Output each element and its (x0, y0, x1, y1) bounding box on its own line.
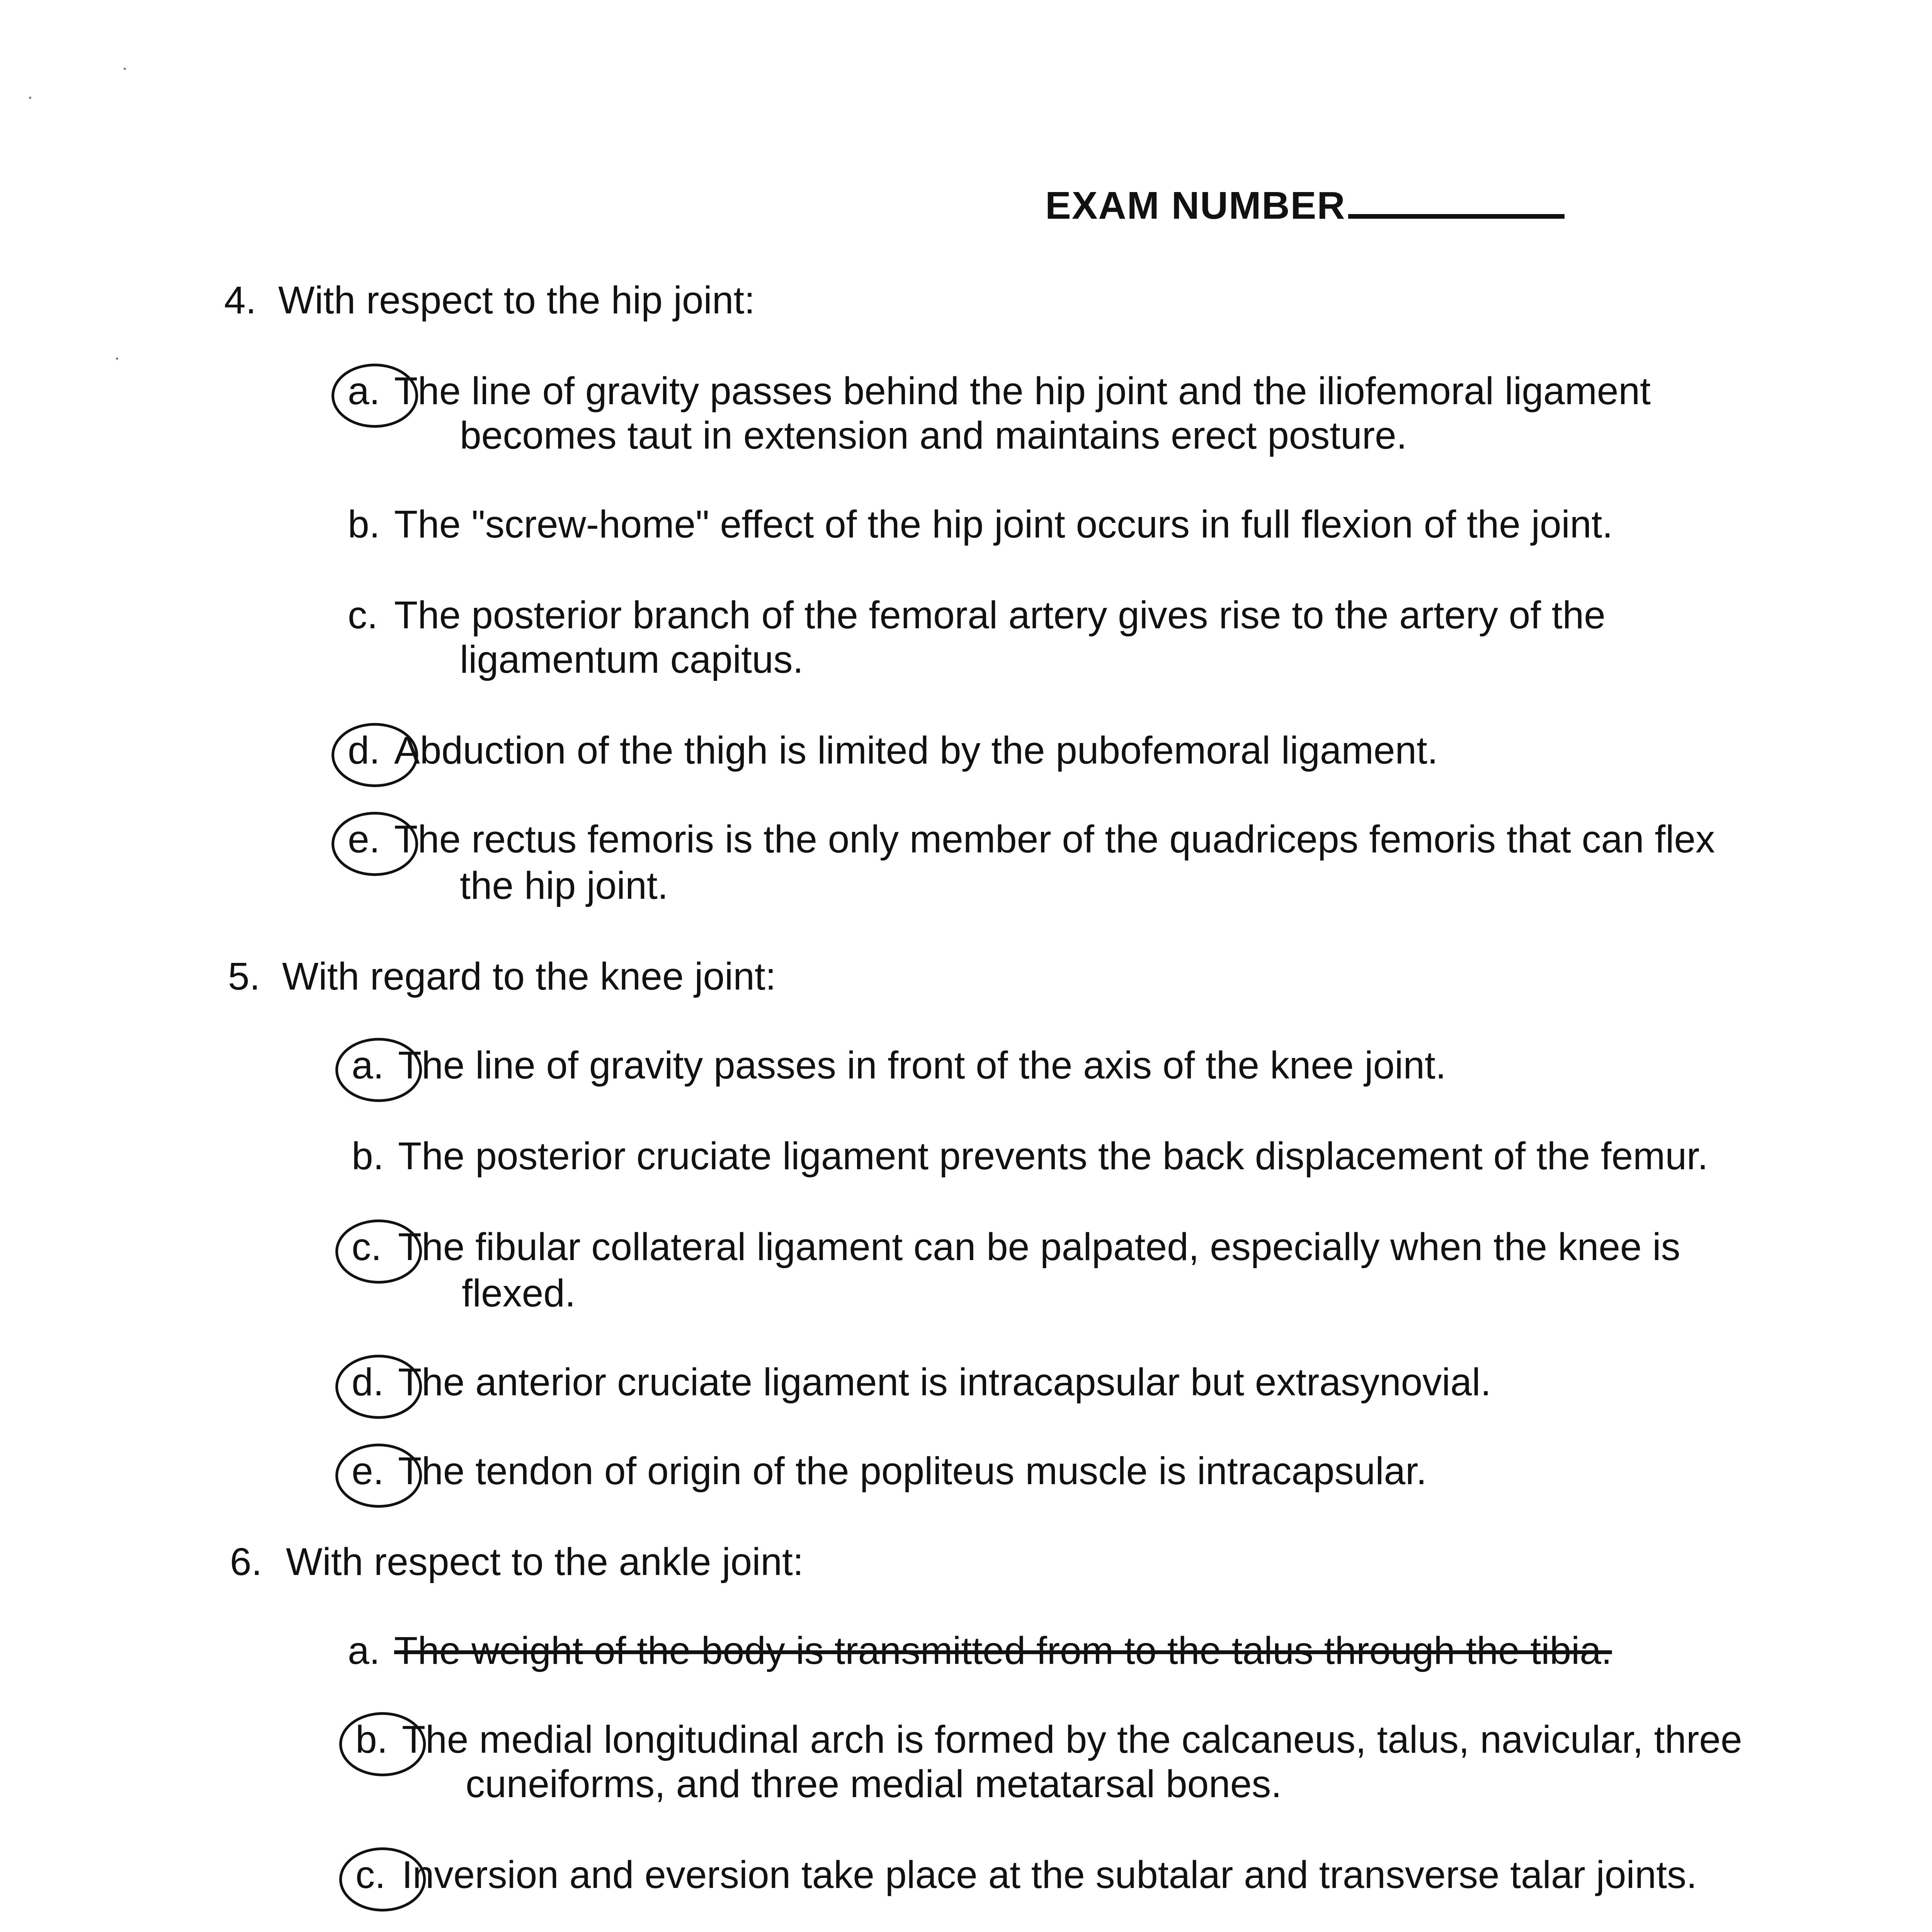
option-letter: a. (348, 369, 394, 413)
option-text: Abduction of the thigh is limited by the pubofemoral ligament. (394, 729, 1438, 772)
question-6-stem: With respect to the ankle joint: (286, 1540, 804, 1583)
answer-circle-mark (335, 1355, 422, 1419)
q5-option-e (352, 1449, 1427, 1493)
option-text: The posterior cruciate ligament prevents the back displacement of the femur. (398, 1134, 1708, 1178)
question-4-stem: With respect to the hip joint: (278, 279, 755, 322)
question-5-stem: With regard to the knee joint: (282, 955, 776, 998)
q4-option-a (348, 369, 1651, 413)
option-text: The tendon of origin of the popliteus muscle is intracapsular. (398, 1449, 1427, 1493)
option-text: The fibular collateral ligament can be palpated, especially when the knee is (398, 1225, 1680, 1269)
q5-option-c (352, 1225, 1680, 1269)
option-letter: a. (348, 1629, 380, 1672)
exam-number-label: EXAM NUMBER (1045, 184, 1346, 227)
option-letter: d. (352, 1360, 398, 1405)
option-letter: c. (348, 594, 378, 637)
answer-circle-mark (332, 812, 418, 876)
option-letter: e. (352, 1449, 398, 1493)
option-letter: e. (348, 817, 394, 862)
q4-option-c (348, 593, 1605, 638)
q6-option-b-line2: cuneiforms, and three medial metatarsal bones. (466, 1762, 1282, 1806)
option-text: The line of gravity passes behind the hip joint and the iliofemoral ligament (394, 369, 1651, 413)
question-4-number: 4. (224, 279, 257, 322)
option-letter: b. (352, 1134, 384, 1178)
scan-speck (116, 357, 118, 360)
scan-speck (124, 68, 126, 70)
scan-speck (29, 97, 31, 99)
q4-option-e (348, 817, 1715, 862)
option-text: The weight of the body is transmitted from to the talus through the tibia. (394, 1629, 1612, 1672)
option-letter: c. (352, 1225, 398, 1269)
q4-option-c-line2: ligamentum capitus. (460, 638, 804, 681)
q6-option-c (355, 1853, 1697, 1897)
answer-circle-mark (339, 1847, 426, 1912)
q5-option-b (352, 1134, 1708, 1179)
option-letter: a. (352, 1043, 398, 1088)
answer-circle-mark (335, 1219, 422, 1284)
option-text: The "screw-home" effect of the hip joint occurs in full flexion of the joint. (394, 503, 1613, 546)
question-6-number: 6. (230, 1540, 262, 1583)
answer-circle-mark (335, 1444, 422, 1508)
option-text: The line of gravity passes in front of the axis of the knee joint. (398, 1044, 1446, 1087)
option-letter: b. (348, 503, 380, 546)
q5-option-c-line2: flexed. (462, 1272, 576, 1315)
exam-number-field (1045, 182, 1565, 228)
option-letter: b. (355, 1718, 402, 1762)
option-text: The rectus femoris is the only member of the quadriceps femoris that can flex (394, 818, 1715, 861)
q6-option-b (355, 1718, 1742, 1762)
answer-circle-mark (335, 1038, 422, 1102)
option-text: The anterior cruciate ligament is intracapsular but extrasynovial. (398, 1361, 1492, 1404)
q5-option-a (352, 1043, 1446, 1088)
q4-option-d (348, 728, 1438, 773)
answer-circle-mark (332, 723, 418, 787)
answer-circle-mark (332, 364, 418, 428)
option-text: Inversion and eversion take place at the subtalar and transverse talar joints. (402, 1853, 1697, 1896)
exam-number-blank (1348, 182, 1565, 219)
q4-option-e-line2: the hip joint. (460, 864, 668, 907)
option-text: The posterior branch of the femoral artery gives rise to the artery of the (394, 594, 1605, 637)
answer-circle-mark (339, 1712, 426, 1776)
q5-option-d (352, 1360, 1491, 1405)
question-5-number: 5. (228, 955, 260, 998)
option-letter: c. (355, 1853, 402, 1897)
q4-option-b (348, 502, 1613, 547)
q4-option-a-line2: becomes taut in extension and maintains erect posture. (460, 414, 1407, 457)
q6-option-a-struck (348, 1629, 1612, 1673)
option-text: The medial longitudinal arch is formed by the calcaneus, talus, navicular, three (402, 1718, 1742, 1761)
option-letter: d. (348, 728, 394, 773)
